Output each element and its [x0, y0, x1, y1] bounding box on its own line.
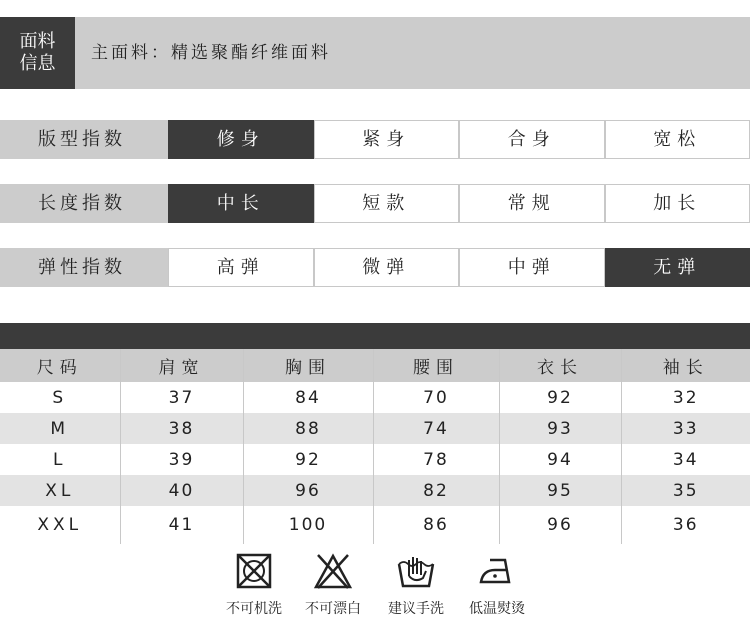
- fabric-info-label: [0, 17, 75, 89]
- care-no-machine-wash: [219, 552, 289, 618]
- fabric-description: 主面料：精选聚酯纤维面料: [91, 43, 331, 63]
- header-size: 尺码: [0, 349, 120, 382]
- elasticity-index-label: 弹性指数: [38, 257, 126, 278]
- hand-wash-icon: [396, 552, 436, 590]
- cell-size: XXL: [37, 515, 83, 535]
- length-index-label: 长度指数: [38, 193, 126, 214]
- cell-sleeve: 33: [621, 413, 750, 444]
- length-option-standard: 常规: [459, 184, 605, 223]
- fit-option-tight: 紧身: [314, 120, 460, 159]
- header-sleeve: 袖长: [621, 349, 750, 382]
- elasticity-index-row: [0, 248, 750, 287]
- cell-length: 92: [499, 382, 621, 413]
- care-hand-wash: [381, 552, 451, 618]
- cell-chest: 84: [243, 382, 373, 413]
- care-low-iron: [462, 552, 532, 618]
- cell-waist: 70: [373, 382, 499, 413]
- size-table: [0, 349, 750, 544]
- table-row: [0, 506, 750, 544]
- low-iron-icon: [477, 552, 517, 590]
- fit-option-slim: 修身: [168, 120, 314, 159]
- header-waist: 腰围: [373, 349, 499, 382]
- header-chest: 胸围: [243, 349, 373, 382]
- cell-length: 93: [499, 413, 621, 444]
- length-index-row: [0, 184, 750, 223]
- cell-shoulder: 39: [120, 444, 243, 475]
- cell-waist: 86: [373, 506, 499, 544]
- length-option-short: 短款: [314, 184, 460, 223]
- care-label: 低温熨烫: [469, 601, 525, 617]
- cell-length: 95: [499, 475, 621, 506]
- cell-chest: 92: [243, 444, 373, 475]
- elasticity-option-medium: 中弹: [459, 248, 605, 287]
- table-row: [0, 475, 750, 506]
- cell-sleeve: 36: [621, 506, 750, 544]
- fit-option-loose: 宽松: [605, 120, 750, 159]
- cell-sleeve: 34: [621, 444, 750, 475]
- cell-chest: 88: [243, 413, 373, 444]
- fabric-label-line1: 面料: [19, 31, 56, 52]
- care-label: 建议手洗: [388, 601, 444, 617]
- elasticity-option-slight: 微弹: [314, 248, 460, 287]
- fit-index-label: 版型指数: [38, 129, 126, 150]
- elasticity-option-high: 高弹: [168, 248, 314, 287]
- length-option-long: 加长: [605, 184, 750, 223]
- header-shoulder: 肩宽: [120, 349, 243, 382]
- header-length: 衣长: [499, 349, 621, 382]
- size-table-header-bar: [0, 323, 750, 349]
- cell-size: XL: [0, 475, 120, 506]
- cell-waist: 74: [373, 413, 499, 444]
- cell-size: S: [52, 387, 68, 408]
- cell-waist: 78: [373, 444, 499, 475]
- size-table-header-row: [0, 349, 750, 382]
- fabric-label-line2: 信息: [19, 53, 56, 74]
- cell-shoulder: 40: [120, 475, 243, 506]
- care-label: 不可漂白: [305, 601, 361, 617]
- cell-chest: 96: [243, 475, 373, 506]
- no-machine-wash-icon: [235, 552, 273, 590]
- cell-chest: 100: [243, 506, 373, 544]
- fabric-info-bar: [0, 17, 750, 89]
- table-row: [0, 413, 750, 444]
- cell-waist: 82: [373, 475, 499, 506]
- fit-index-row: [0, 120, 750, 159]
- care-label: 不可机洗: [226, 601, 282, 617]
- length-option-mid: 中长: [168, 184, 314, 223]
- cell-shoulder: 37: [120, 382, 243, 413]
- cell-shoulder: 38: [120, 413, 243, 444]
- care-no-bleach: [298, 552, 368, 618]
- cell-sleeve: 35: [621, 475, 750, 506]
- fit-option-regular: 合身: [459, 120, 605, 159]
- cell-length: 94: [499, 444, 621, 475]
- no-bleach-icon: [313, 552, 353, 590]
- elasticity-option-none: 无弹: [605, 248, 750, 287]
- cell-size: L: [53, 449, 67, 470]
- cell-size: M: [0, 413, 120, 444]
- cell-length: 96: [499, 506, 621, 544]
- cell-shoulder: 41: [120, 506, 243, 544]
- cell-sleeve: 32: [621, 382, 750, 413]
- table-row: [0, 444, 750, 475]
- table-row: [0, 382, 750, 413]
